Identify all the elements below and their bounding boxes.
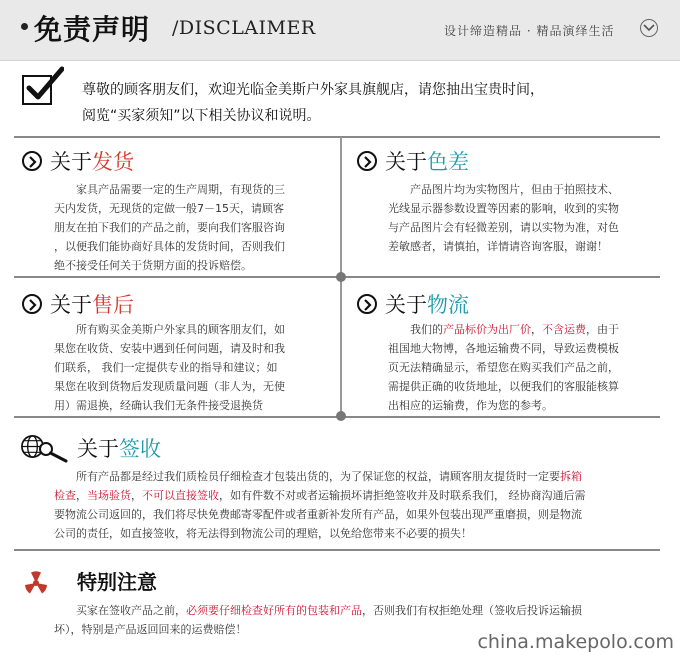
shipping-text	[54, 180, 336, 275]
bullet-icon	[21, 23, 28, 30]
text-line: 光线显示器参数设置等因素的影响，收到的实物	[388, 202, 619, 215]
section-title-shipping: 关于发货	[50, 150, 134, 174]
page-subtitle: /DISCLAIMER	[172, 17, 316, 39]
text-line: 果您在收到货物后发现质量问题（非人为，无使	[54, 380, 285, 393]
logistics-text	[388, 320, 660, 415]
header-slogan: 设计缔造精品 · 精品演绎生活	[444, 24, 615, 38]
text-line: 用）需退换，经确认我们无条件接受退换货	[54, 399, 263, 412]
intro-text	[82, 77, 662, 129]
text-line: 与产品图片会有轻微差别，请以实物为准，对色	[388, 221, 619, 234]
arrow-right-icon	[22, 151, 42, 171]
text-line: 差敏感者，请慎拍，详情请咨询客服，谢谢！	[388, 240, 608, 253]
watermark: china.makepolo.com	[477, 631, 674, 653]
aftersale-text	[54, 320, 336, 415]
receipt-text	[54, 467, 662, 543]
divider-dot	[336, 411, 346, 421]
section-title-receipt: 关于签收	[77, 437, 161, 461]
text-line: 需提供正确的收货地址，以便我们的客服能核算	[388, 380, 619, 393]
text-line: ，以便我们能协商好具体的发货时间，否则我们	[54, 240, 285, 253]
text-line: 出相应的运输费，作为您的参考。	[388, 399, 553, 412]
divider	[14, 136, 660, 138]
checkbox-icon	[22, 75, 52, 105]
text-line: 产品图片均为实物图片，但由于拍照技术、	[410, 183, 619, 196]
arrow-right-icon	[357, 151, 377, 171]
section-title-special: 特别注意	[77, 570, 157, 594]
text-line: 们联系， 我们一定提供专业的指导和建议；如	[54, 361, 278, 374]
text-line: 页无法精确显示，希望您在购买我们产品之前，	[388, 361, 619, 374]
text-line: 要物流公司返回的，我们将尽快免费邮寄零配件或者重新补发所有产品，如果外包装出现严重磨损，则是物流	[54, 508, 582, 521]
color-text	[388, 180, 660, 256]
divider	[14, 549, 660, 551]
text-line: 绝不接受任何关于货期方面的投诉赔偿。	[54, 259, 252, 272]
text-line: 朋友在拍下我们的产品之前，要向我们客服咨询	[54, 221, 285, 234]
arrow-right-icon	[357, 294, 377, 314]
text-line: 公司的责任，如直接签收，将无法得到物流公司的理赔，以免给您带来不必要的损失！	[54, 527, 472, 540]
text-line: 所有产品都是经过我们质检员仔细检查才包装出货的，为了保证您的权益，请顾客朋友提货时一定要拆箱	[76, 470, 582, 483]
text-line: 我们的产品标价为出厂价，不含运费，由于	[410, 323, 619, 336]
text-line: 坏），特别是产品返回回来的运费赔偿！	[54, 623, 247, 636]
intro-line: 阅览“买家须知”以下相关协议和说明。	[82, 108, 321, 124]
arrow-right-icon	[22, 294, 42, 314]
text-line: 祖国地大物博，各地运输费不同，导致运费模板	[388, 342, 619, 355]
magnifier-icon	[38, 441, 68, 463]
section-title-aftersale: 关于售后	[50, 293, 134, 317]
text-line: 买家在签收产品之前，必须要仔细检查好所有的包装和产品，否则我们有权拒绝处理（签收后投诉运输损	[76, 604, 582, 617]
section-title-logistics: 关于物流	[385, 293, 469, 317]
text-line: 检查，当场验货，不可以直接签收，如有件数不对或者运输损坏请拒绝签收并及时联系我们， 经协商沟通后需	[54, 489, 586, 502]
text-line: 果您在收货、安装中遇到任何问题，请及时和我	[54, 342, 285, 355]
text-line: 所有购买金美斯户外家具的顾客朋友们，如	[76, 323, 285, 336]
section-title-color: 关于色差	[385, 150, 469, 174]
text-line: 家具产品需要一定的生产周期，有现货的三	[76, 183, 285, 196]
intro-line: 尊敬的顾客朋友们，欢迎光临金美斯户外家具旗舰店，请您抽出宝贵时间，	[82, 82, 544, 98]
text-line: 天内发货，无现货的定做一般7－15天，请顾客	[54, 202, 284, 215]
chevron-down-icon[interactable]	[640, 19, 658, 37]
radiation-icon	[22, 568, 50, 596]
page-title: 免责声明	[34, 13, 151, 46]
divider-dot	[336, 272, 346, 282]
